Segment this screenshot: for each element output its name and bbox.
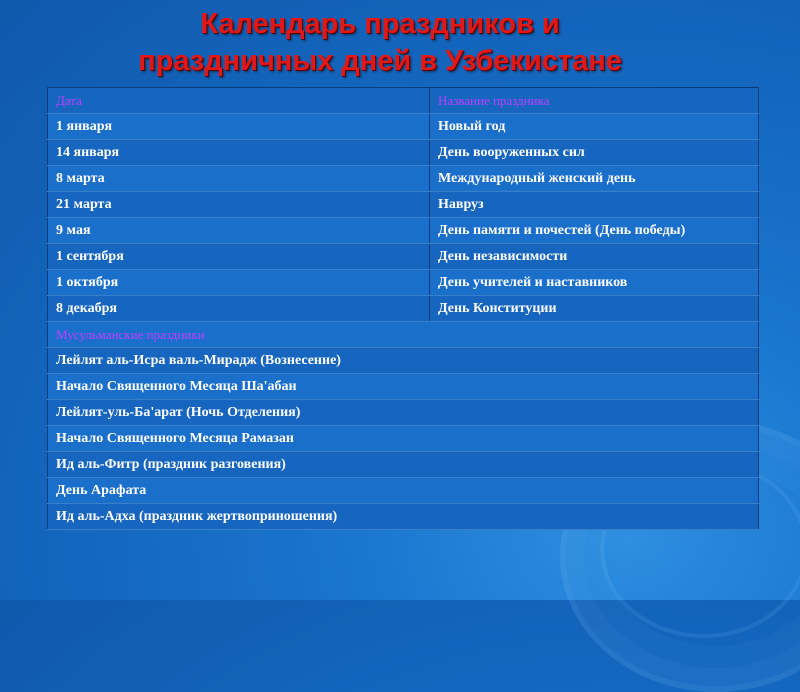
section-title-muslim-holidays: Мусульманские праздники [48, 322, 759, 348]
muslim-holiday-name: Начало Священного Месяца Ша'абан [48, 374, 759, 400]
section-header-row [48, 322, 759, 348]
muslim-holiday-name: День Арафата [48, 478, 759, 504]
table-row [48, 166, 759, 192]
holiday-name: Международный женский день [430, 166, 759, 192]
table-row [48, 270, 759, 296]
page-title [0, 6, 760, 80]
holiday-date: 1 сентября [48, 244, 430, 270]
table-row [48, 452, 759, 478]
holiday-date: 8 декабря [48, 296, 430, 322]
holiday-table [47, 87, 759, 530]
table-row [48, 140, 759, 166]
holiday-name: День Конституции [430, 296, 759, 322]
holiday-date: 9 мая [48, 218, 430, 244]
holiday-name: Новый год [430, 114, 759, 140]
holiday-date: 21 марта [48, 192, 430, 218]
header-holiday-name: Название праздника [430, 88, 759, 114]
muslim-holiday-name: Ид аль-Адха (праздник жертвоприношения) [48, 504, 759, 530]
title-line-2: праздничных дней в Узбекистане [138, 45, 622, 77]
muslim-holiday-name: Ид аль-Фитр (праздник разговения) [48, 452, 759, 478]
holiday-name: День независимости [430, 244, 759, 270]
table-row [48, 192, 759, 218]
holiday-name: День вооруженных сил [430, 140, 759, 166]
table-header-row [48, 88, 759, 114]
table-row [48, 244, 759, 270]
table-row [48, 504, 759, 530]
header-date: Дата [48, 88, 430, 114]
holiday-name: День учителей и наставников [430, 270, 759, 296]
holiday-name: Навруз [430, 192, 759, 218]
muslim-holiday-name: Начало Священного Месяца Рамазан [48, 426, 759, 452]
table-row [48, 218, 759, 244]
holiday-date: 1 октября [48, 270, 430, 296]
table-row [48, 400, 759, 426]
table-row [48, 374, 759, 400]
table-row [48, 348, 759, 374]
table-row [48, 114, 759, 140]
table-row [48, 426, 759, 452]
holiday-date: 1 января [48, 114, 430, 140]
muslim-holiday-name: Лейлят-уль-Ба'арат (Ночь Отделения) [48, 400, 759, 426]
holiday-date: 14 января [48, 140, 430, 166]
muslim-holiday-name: Лейлят аль-Исра валь-Мирадж (Вознесение) [48, 348, 759, 374]
title-line-1: Календарь праздников и [200, 8, 560, 40]
holiday-date: 8 марта [48, 166, 430, 192]
table-row [48, 296, 759, 322]
holiday-name: День памяти и почестей (День победы) [430, 218, 759, 244]
table-row [48, 478, 759, 504]
